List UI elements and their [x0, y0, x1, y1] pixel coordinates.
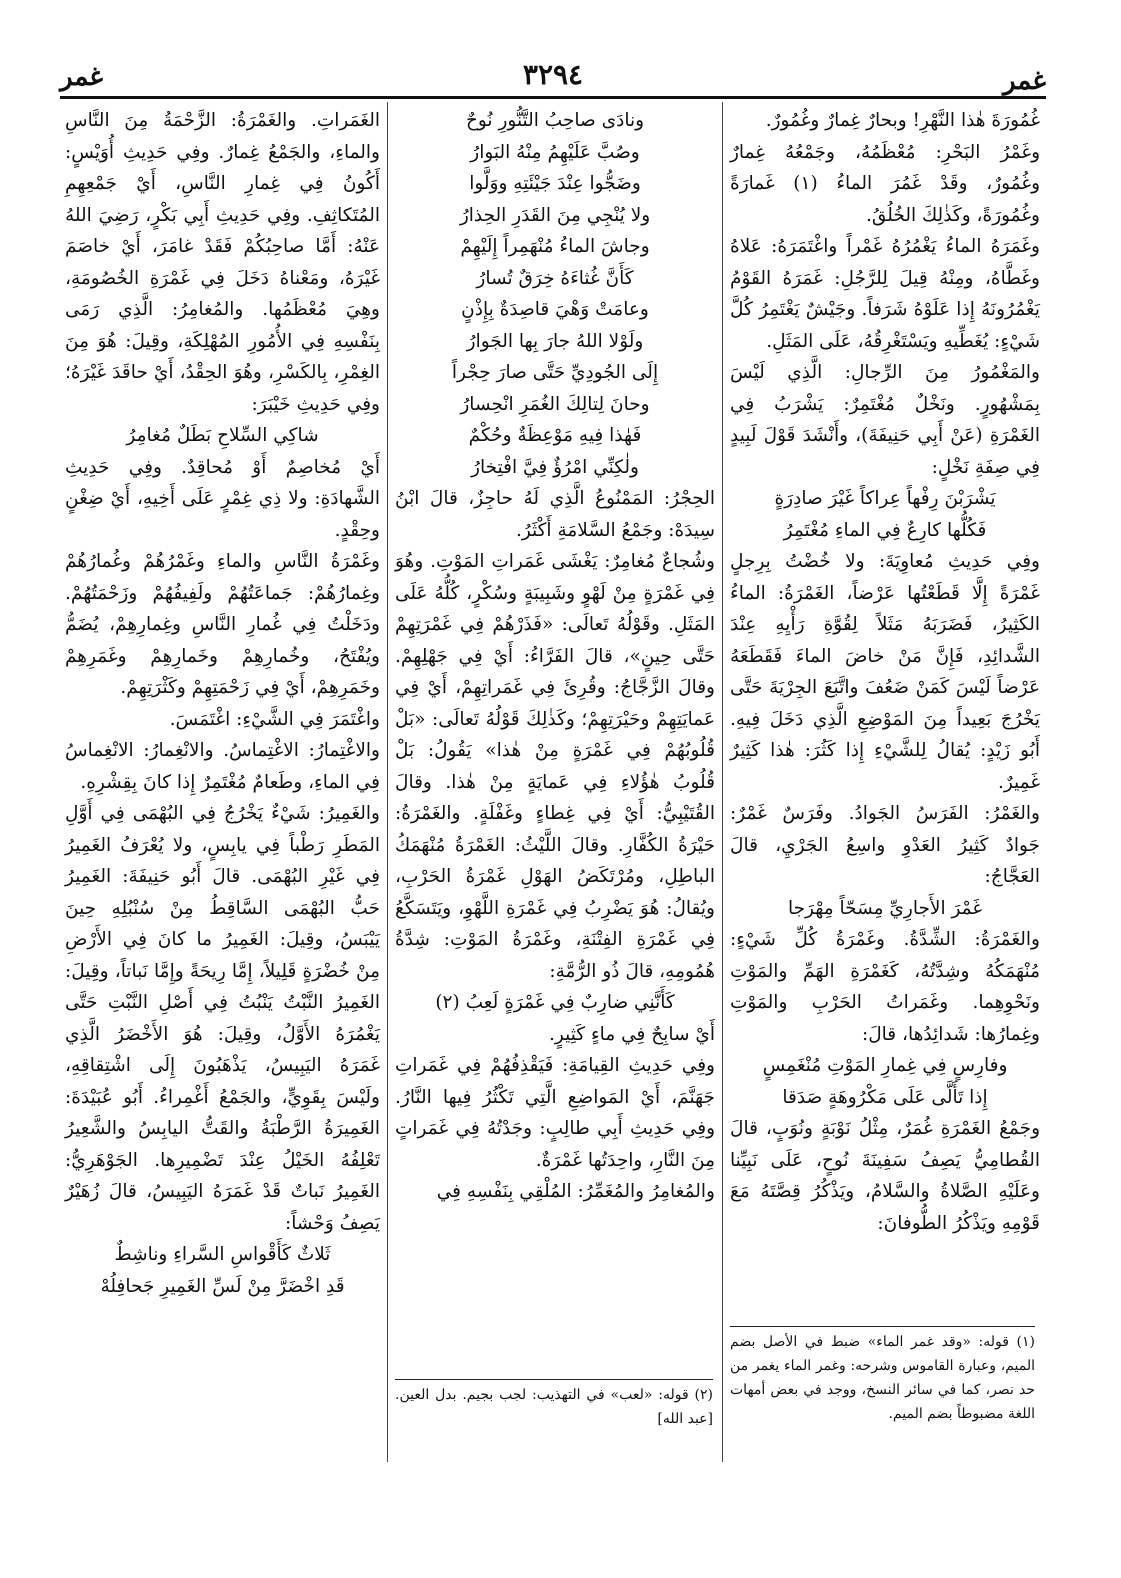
footnote-rule: [730, 1326, 1035, 1327]
verse-line: وجاشَ الماءُ مُنْهَمِراً إِلَيْهِمْ: [460, 236, 650, 257]
paragraph: الحِجْرُ: المَمْنُوعُ الَّذِي لَهُ حاجِزٌ، قالَ ابْنُ سِيدَهْ: وجَمْعُ السَّلامَةِ أَكْثَرُ.: [395, 488, 715, 541]
paragraph: أَيْ مُخاصِمٌ أَوْ مُحاقِدٌ. وفِي حَدِيثِ الشَّهادَةِ: ولا ذِي غِمْرٍ عَلَى أَخِيهِ، أَيْ ضِغْنٍ وحِقْدٍ.: [65, 456, 380, 541]
verse-line: إِذا تَأَلَّى عَلَى مَكْرُوهَةٍ صَدَقا: [782, 1086, 988, 1108]
verse-line: فَكُلُّها كارِعٌ فِي الماءِ مُغْتَمِرُ: [783, 519, 987, 541]
paragraph: والغَمْرُ: الفَرَسُ الجَوادُ. وفَرَسٌ غَمْرٌ: جَوادٌ كَثِيرُ العَدْوِ واسِعُ الجَرْيِ، قالَ العَجَّاجُ:: [730, 803, 1040, 887]
column-separator: [722, 102, 723, 1462]
paragraph: والغَمِيرُ: شَيْءٌ يَخْرُجُ فِي البُهْمَى فِي أَوَّلِ المَطَرِ رَطْباً فِي يابِسٍ، ولا يُعْرَفُ الغَمِيرُ فِي غَيْرِ البُهْمَى. قالَ أَبُو حَنِيفَةَ: الغَمِيرُ حَبُّ البُهْمَى السَّاقِطُ مِنْ سُنْبُلِهِ حِينَ يَيْبَسُ، وقِيلَ: الغَمِيرُ ما كانَ فِي الأَرْضِ مِنْ خُضْرَةٍ قَلِيلاً، إِمَّا رِيحَةً وإِمَّا نَباتاً، وقِيلَ: الغَمِيرُ النَّبْتُ يَنْبُتُ فِي أَصْلِ النَّبْتِ حَتَّى يَغْمُرَهُ الأَوَّلُ، وقِيلَ: هُوَ الأَخْضَرُ الَّذِي غَمَرَهُ اليَبِيسُ، يَذْهَبُونَ إِلَى اشْتِقاقِهِ، ولَيْسَ بِقَوِيٍّ، والجَمْعُ أَغْمِراءُ. أَبُو عُبَيْدَةَ: الغَمِيرَةُ الرَّطْبَةُ والقَتُّ اليابِسُ والشَّعِيرُ تَعْلِفُهُ الخَيْلُ عِنْدَ تَضْمِيرِها. الجَوْهَرِيُّ: الغَمِيرُ نَباتٌ قَدْ غَمَرَهُ اليَبِيسُ، قالَ زُهَيْرٌ يَصِفُ وَحْشاً:: [65, 803, 380, 1234]
column-left: [65, 105, 380, 1302]
verse-line: كَأَنَّنِي ضارِبٌ فِي غَمْرَةٍ لَعِبُ (٢): [435, 992, 675, 1013]
verse-line: شاكِي السِّلاحِ بَطَلٌ مُغامِرُ: [126, 425, 319, 446]
verse-line: كَأَنَّ غُثاءَهُ خِرَقٌ تُسارُ: [476, 267, 634, 289]
footnote-middle: (٢) قوله: «لعب» في التهذيب: لجب بجيم. بدل العين. [عبد الله]: [395, 1387, 713, 1427]
verse-line: إِلَى الجُودِيِّ حَتَّى صارَ حِجْراً: [451, 362, 659, 383]
verse-line: ونادَى صاحِبُ التَّنُّورِ نُوحٌ: [465, 110, 645, 131]
footnote-rule: [395, 1379, 713, 1380]
paragraph: والغَمْرَةُ: الشِّدَّةُ. وغَمْرَةُ كُلِّ شَيْءٍ: مُنْهَمَكُهُ وشِدَّتُهُ، كَغَمْرَةِ الهَمِّ والمَوْتِ ونَحْوِهِما. وغَمَراتُ الحَرْبِ والمَوْتِ وغِمارُها: شَدائِدُها، قالَ:: [730, 929, 1040, 1045]
paragraph: الغَمَراتِ. والغَمْرَةُ: الزَّحْمَةُ مِنَ النَّاسِ والماءِ، والجَمْعُ غِمارٌ. وفِي حَدِيثِ أُوَيْسٍ: أَكُونُ فِي غِمارِ النَّاسِ، أَيْ جَمْعِهِمِ المُتَكاثِفِ. وفِي حَدِيثِ أَبِي بَكْرٍ، رَضِيَ اللهُ عَنْهُ: أَمَّا صاحِبُكُمْ فَقَدْ غامَرَ، أَيْ خاصَمَ غَيْرَهُ، ومَعْناهُ دَخَلَ فِي غَمْرَةِ الخُصُومَةِ، وهِيَ مُعْظَمُها. والمُغامِرُ: الَّذِي رَمَى بِنَفْسِهِ فِي الأُمُورِ المُهْلِكَةِ، وقِيلَ: هُوَ مِنَ الغِمْرِ، بِالكَسْرِ، وهُوَ الحِقْدُ، أَيْ حاقَدَ غَيْرَهُ؛ وفِي حَدِيثِ خَيْبَرَ:: [65, 110, 380, 415]
verse-line: وحانَ لِتالِكَ الغُمَرِ انْحِسارُ: [460, 393, 650, 415]
paragraph: وفِي حَدِيثِ القِيامَةِ: فَيَقْذِفُهُمْ فِي غَمَراتِ جَهَنَّمَ، أَيْ المَواضِعِ الَّتِي تَكْثُرُ فِيها النَّارُ. وفِي حَدِيثِ أَبِي طالِبٍ: وجَدْتُهُ فِي غَمَراتٍ مِنَ النَّارِ، واحِدَتُها غَمْرَةٌ.: [395, 1055, 715, 1171]
paragraph: وجَمْعُ الغَمْرَةِ غُمَرٌ، مِثْلُ نَوْبَةٍ ونُوَبٍ، قالَ القُطامِيُّ يَصِفُ سَفِينَةَ نُوحٍ، عَلَى نَبِيِّنا وعَلَيْهِ الصَّلاةُ والسَّلامُ، ويَذْكُرُ قِصَّتَهُ مَعَ قَوْمِهِ ويَذْكُرُ الطُّوفانَ:: [730, 1118, 1040, 1234]
verse-line: وصُبَّ عَلَيْهِمُ مِنْهُ البَوارُ: [470, 141, 640, 163]
header-rule: [60, 96, 1046, 99]
verse-line: ثَلاثٌ كَأَقْواسِ السَّراءِ وناشِطٌ: [114, 1244, 331, 1265]
verse-line: فَهٰذا فِيهِ مَوْعِظَةٌ وحُكْمٌ: [468, 425, 642, 446]
paragraph: وغَمَرَهُ الماءُ يَغْمُرُهُ غَمْراً واغْتَمَرَهُ: عَلاهُ وغَطَّاهُ، ومِنْهُ قِيلَ لِلرَّجُلِ: غَمَرَهُ القَوْمُ يَغْمُرُونَهُ إِذا عَلَوْهُ شَرَفاً. وجَيْشٌ يَغْتَمِرُ كُلَّ شَيْءٍ: يُغَطِّيهِ ويَسْتَغْرِقُهُ، عَلَى المَثَلِ.: [730, 236, 1040, 352]
paragraph: وغَمْرُ البَحْرِ: مُعْظَمُهُ، وجَمْعُهُ غِمارٌ وغُمُورٌ، وقَدْ غَمُرَ الماءُ (١) غَمارَةً وغُمُورَةً، وكَذٰلِكَ الخُلُقُ.: [730, 141, 1040, 226]
paragraph: أَيْ سابِحٌ فِي ماءٍ كَثِيرٍ.: [549, 1023, 715, 1045]
paragraph: واغْتَمَرَ فِي الشَّيْءِ: اغْتَمَسَ.: [169, 708, 380, 730]
verse-line: قَدِ اخْضَرَّ مِنْ لَسِّ الغَمِيرِ جَحافِلُهْ: [100, 1275, 345, 1297]
paragraph: وفِي حَدِيثِ مُعاوِيَةَ: ولا خُضْتُ بِرِجلٍ غَمْرَةً إِلَّا قَطَعْتُها عَرْضاً، الغَمْرَةُ: الماءُ الكَثِيرُ، فَضَرَبَهُ مَثَلاً لِقُوَّةِ رَأْيِهِ عِنْدَ الشَّدائِدِ، فَإِنَّ مَنْ خاضَ الماءَ فَقَطَعَهُ عَرْضاً لَيْسَ كَمَنْ ضَعُفَ واتَّبَعَ الجِرْيَةَ حَتَّى يَخْرُجَ بَعِيداً مِنَ المَوْضِعِ الَّذِي دَخَلَ فِيهِ. أَبُو زَيْدٍ: يُقالُ لِلشَّيْءِ إِذا كَثُرَ: هٰذا كَثِيرٌ غَمِيرٌ.: [730, 551, 1040, 793]
page-header: [60, 58, 1046, 98]
column-separator: [387, 102, 388, 1462]
verse-line: وفارِسٍ فِي غِمارِ المَوْتِ مُنْغَمِسٍ: [762, 1055, 1008, 1076]
paragraph: غُمُورَةَ هٰذا النَّهْرِ! وبحارٌ غِمارٌ وغُمُورٌ.: [765, 110, 1040, 131]
verse-line: وعامَتْ وَهْيَ قاصِدَةٌ بِإِذْنٍ: [461, 299, 649, 320]
verse-line: وضَجُّوا عِنْدَ جَيْئَتِهِ ووَلَّوا: [469, 173, 641, 194]
header-keyword-left: غمر: [60, 62, 103, 92]
verse-line: ولَوْلا اللهُ جارَ بِها الجَوارُ: [466, 330, 644, 352]
paragraph: وشُجاعٌ مُغامِرٌ: يَغْشَى غَمَراتِ المَوْتِ. وهُوَ فِي غَمْرَةٍ مِنْ لَهْوٍ وشَبِيبَةٍ وسُكْرٍ، كُلُّهُ عَلَى المَثَلِ. وقَوْلُهُ تَعالَى: «فَذَرْهُمْ فِي غَمْرَتِهِمْ حَتَّى حِينٍ»، قالَ الفَرَّاءُ: أَيْ فِي جَهْلِهِمْ. وقالَ الزَّجَّاجُ: وقُرِئَ فِي غَمَراتِهِمْ، أَيْ فِي عَمايَتِهِمْ وحَيْرَتِهِمْ؛ وكَذٰلِكَ قَوْلُهُ تَعالَى: «بَلْ قُلُوبُهُمْ فِي غَمْرَةٍ مِنْ هٰذا» يَقُولُ: بَلْ قُلُوبُ هٰؤُلاءِ فِي عَمايَةٍ مِنْ هٰذا. وقالَ القُتَيْبِيُّ: أَيْ فِي غِطاءٍ وغَفْلَةٍ. والغَمْرَةُ: حَيْرَةُ الكُفَّارِ. وقالَ اللَّيْثُ: الغَمْرَةُ مُنْهَمَكُ الباطِلِ، ومُرْتَكَضُ الهَوْلِ غَمْرَةُ الحَرْبِ، ويُقالُ: هُوَ يَضْرِبُ فِي غَمْرَةِ اللَّهْوِ، ويَتَسَكَّعُ فِي غَمْرَةِ الفِتْنَةِ، وغَمْرَةُ المَوْتِ: شِدَّةُ هُمُومِهِ، قالَ ذُو الرُّمَّةِ:: [395, 551, 715, 982]
paragraph: والمُغامِرُ والمُغَمِّرُ: المُلْقِي بِنَفْسِهِ فِي: [436, 1181, 715, 1202]
verse-line: يَشْرَبْنَ رِفْهاً عِراكاً غَيْرَ صادِرَةٍ: [774, 488, 996, 509]
paragraph: والمَغْمُورُ مِنَ الرِّجالِ: الَّذِي لَيْسَ بِمَشْهُورٍ. ونَخْلٌ مُغْتَمِرٌ: يَشْرَبُ فِي الغَمْرَةِ (عَنْ أَبِي حَنِيفَةَ)، وأَنْشَدَ قَوْلَ لَبِيدٍ فِي صِفَةِ نَخْلٍ:: [730, 362, 1040, 478]
paragraph: وغَمْرَةُ النَّاسِ والماءِ وغَمْرُهُمْ وغُمارُهُمْ وغِمارُهُمْ: جَماعَتُهُمْ ولَفِيفُهُمْ وزَحْمَتُهُمْ. ودَخَلْتُ فِي غُمارِ النَّاسِ وغِمارِهِمْ، يُضَمُّ ويُفْتَحُ، وخُمارِهِمْ وخَمارِهِمْ وغَمَرِهِمْ وخَمَرِهِمْ، أَيْ فِي زَحْمَتِهِمْ وكَثْرَتِهِمْ.: [65, 551, 380, 698]
column-middle: [395, 105, 715, 1208]
verse-line: ولٰكِنِّي امْرُؤٌ فِيَّ افْتِخارُ: [471, 456, 639, 478]
header-keyword-right: غمر: [1003, 66, 1046, 96]
verse-line: غَمْرَ الأَجارِيِّ مِسَحّاً مِهْرَجا: [787, 897, 983, 919]
verse-line: ولا يُنْجِي مِنَ القَدَرِ الحِذارُ: [459, 204, 651, 226]
page-number: ٣٢٩٤: [522, 58, 584, 91]
column-right: [730, 105, 1040, 1239]
paragraph: والاغْتِمارُ: الاغْتِماسُ. والانْغِمارُ: الانْغِماسُ فِي الماءِ، وطَعامٌ مُغْتَمِرٌ إِذا كانَ بِقِشْرِهِ.: [65, 740, 380, 793]
footnote-right: (١) قوله: «وقد غمر الماء» ضبط في الأصل بضم الميم، وعبارة القاموس وشرحه: وغمر الماء يغمر من حد نصر، كما في سائر النسخ، ووجد في بعض أمهات اللغة مضبوطاً بضم الميم.: [730, 1334, 1035, 1422]
